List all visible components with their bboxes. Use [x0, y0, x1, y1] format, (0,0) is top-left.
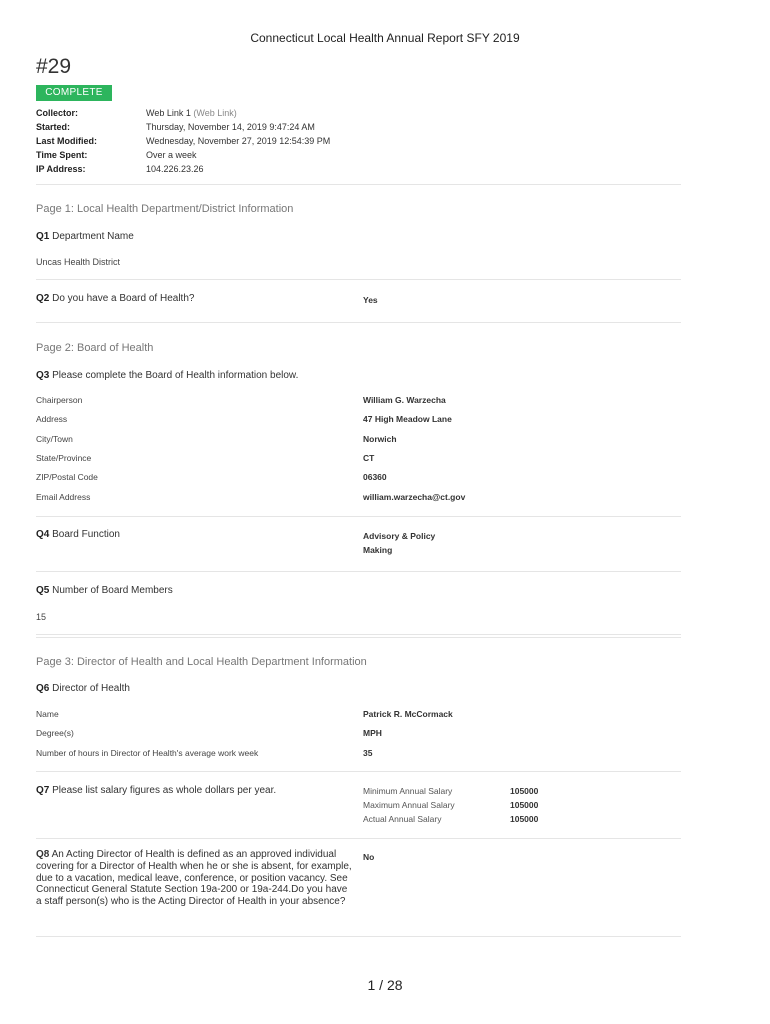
- q3-row-label: ZIP/Postal Code: [36, 472, 98, 482]
- divider: [36, 771, 681, 772]
- q3-row-value: william.warzecha@ct.gov: [363, 492, 466, 502]
- q1-question: [36, 231, 134, 242]
- started-label: Started:: [36, 122, 71, 132]
- collector-type: (Web Link): [193, 108, 237, 118]
- last-modified-value: Wednesday, November 27, 2019 12:54:39 PM: [146, 136, 331, 146]
- q8-answer: No: [363, 852, 375, 862]
- q6-number: Q6: [36, 683, 50, 694]
- q3-number: Q3: [36, 370, 50, 381]
- q1-answer: Uncas Health District: [36, 257, 121, 267]
- q1-number: Q1: [36, 231, 50, 242]
- collector-value: [146, 108, 237, 118]
- q3-row-value: CT: [363, 453, 375, 463]
- q8-number: Q8: [36, 849, 50, 860]
- time-spent-label: Time Spent:: [36, 150, 88, 160]
- collector-name: Web Link 1: [146, 108, 191, 118]
- q8-text: An Acting Director of Health is defined as an approved individual covering for a Director of Health when he or she is absent, for example, due to a vacation, medical leave, conference, or position vacancy. See Connecticut General Statute Section 19a-200 or 19a-244.Do you have a staff person(s) who is the Acting Director of Health in your absence?: [36, 849, 352, 908]
- q5-number: Q5: [36, 585, 50, 596]
- status-badge: COMPLETE: [36, 85, 112, 101]
- divider: [36, 279, 681, 280]
- q6-row-label: Name: [36, 709, 59, 719]
- q7-row-label: Minimum Annual Salary: [363, 786, 453, 796]
- divider: [36, 838, 681, 839]
- collector-label: Collector:: [36, 108, 79, 118]
- page1-title: Page 1: Local Health Department/District Information: [36, 203, 294, 215]
- q3-row-value: 47 High Meadow Lane: [363, 414, 452, 424]
- q5-answer: 15: [36, 612, 47, 622]
- q6-row-label: Degree(s): [36, 728, 74, 738]
- q2-question: [36, 293, 194, 304]
- q7-text: Please list salary figures as whole dollars per year.: [52, 785, 277, 796]
- q1-text: Department Name: [52, 231, 134, 242]
- page-indicator: 1 / 28: [367, 977, 403, 993]
- q6-row-label: Number of hours in Director of Health's average work week: [36, 748, 259, 758]
- q5-question: [36, 585, 173, 596]
- q3-row-label: Address: [36, 414, 68, 424]
- q4-question: [36, 529, 120, 540]
- q6-question: [36, 683, 130, 694]
- started-value: Thursday, November 14, 2019 9:47:24 AM: [146, 122, 315, 132]
- q7-row-value: 105000: [510, 800, 539, 810]
- q7-row-label: Actual Annual Salary: [363, 814, 442, 824]
- divider: [36, 184, 681, 185]
- response-number: #29: [36, 55, 72, 78]
- ip-address-label: IP Address:: [36, 164, 86, 174]
- q3-row-label: Email Address: [36, 492, 91, 502]
- q6-text: Director of Health: [52, 683, 130, 694]
- q6-row-value: Patrick R. McCormack: [363, 709, 453, 719]
- q4-text: Board Function: [52, 529, 120, 540]
- q7-number: Q7: [36, 785, 50, 796]
- page3-title: Page 3: Director of Health and Local Health Department Information: [36, 656, 367, 668]
- q2-answer: Yes: [363, 295, 378, 305]
- divider: [36, 571, 681, 572]
- q7-question: [36, 785, 276, 796]
- q2-number: Q2: [36, 293, 50, 304]
- q3-row-label: Chairperson: [36, 395, 83, 405]
- q6-row-value: 35: [363, 748, 373, 758]
- report-title: Connecticut Local Health Annual Report SFY 2019: [250, 31, 520, 45]
- q6-row-value: MPH: [363, 728, 382, 738]
- divider: [36, 637, 681, 638]
- divider: [36, 936, 681, 937]
- divider: [36, 516, 681, 517]
- q3-row-value: Norwich: [363, 434, 397, 444]
- divider: [36, 634, 681, 635]
- q5-text: Number of Board Members: [52, 585, 173, 596]
- page2-title: Page 2: Board of Health: [36, 342, 154, 354]
- q8-question: [36, 849, 354, 908]
- q3-text: Please complete the Board of Health information below.: [52, 370, 299, 381]
- q3-question: [36, 370, 298, 381]
- q3-row-value: William G. Warzecha: [363, 395, 446, 405]
- last-modified-label: Last Modified:: [36, 136, 97, 146]
- ip-address-value: 104.226.23.26: [146, 164, 204, 174]
- q4-answer-line1: Advisory & Policy: [363, 531, 436, 541]
- q4-answer-line2: Making: [363, 545, 393, 555]
- q7-row-value: 105000: [510, 814, 539, 824]
- q3-row-label: State/Province: [36, 453, 92, 463]
- q7-row-label: Maximum Annual Salary: [363, 800, 455, 810]
- q3-row-value: 06360: [363, 472, 387, 482]
- q7-row-value: 105000: [510, 786, 539, 796]
- divider: [36, 322, 681, 323]
- q2-text: Do you have a Board of Health?: [52, 293, 195, 304]
- time-spent-value: Over a week: [146, 150, 197, 160]
- q3-row-label: City/Town: [36, 434, 73, 444]
- q4-number: Q4: [36, 529, 50, 540]
